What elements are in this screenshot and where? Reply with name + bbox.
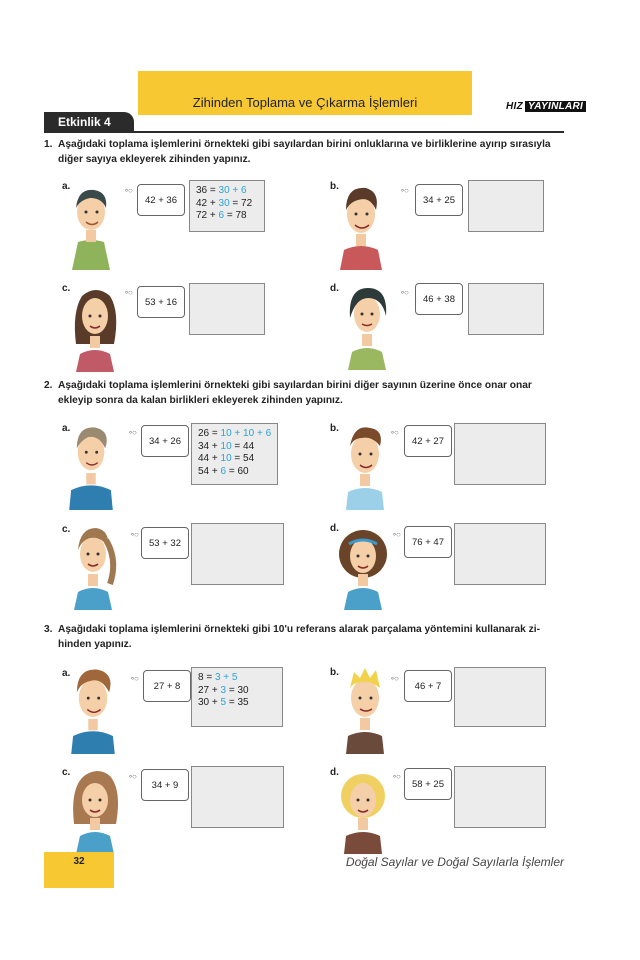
girl-illustration	[68, 520, 118, 610]
question-text: Aşağıdaki toplama işlemlerini örnekteki gibi sayılardan birini onluklarına ve birliklerine ayırıp sırasıyla	[58, 139, 551, 150]
thought-dots: ∘○	[124, 288, 132, 297]
thought-dots: ∘○	[400, 288, 408, 297]
girl-illustration	[338, 764, 388, 854]
step-line: 72 + 6 = 78	[196, 210, 247, 221]
header-bar	[138, 71, 472, 115]
thought-dots: ∘○	[390, 428, 398, 437]
step-line: 30 + 5 = 35	[198, 697, 249, 708]
publisher-logo	[506, 101, 586, 112]
answer-box[interactable]	[191, 667, 283, 727]
question-number: 3.	[44, 624, 53, 635]
question-number: 2.	[44, 380, 53, 391]
girl-illustration	[342, 280, 392, 370]
answer-box[interactable]	[191, 523, 284, 585]
question-3	[44, 623, 566, 652]
thought-bubble: 34 + 26	[141, 425, 189, 457]
page-title: Zihinden Toplama ve Çıkarma İşlemleri	[192, 95, 418, 110]
boy-illustration	[66, 180, 116, 270]
thought-bubble: 76 + 47	[404, 526, 452, 558]
thought-dots: ∘○	[400, 186, 408, 195]
item-label: a.	[62, 181, 71, 192]
thought-dots: ∘○	[390, 674, 398, 683]
item-label: b.	[330, 181, 339, 192]
question-1	[44, 138, 566, 167]
thought-dots: ∘○	[128, 772, 136, 781]
step-line: 26 = 10 + 10 + 6	[198, 428, 272, 439]
item-label: a.	[62, 668, 71, 679]
answer-box[interactable]	[468, 283, 544, 335]
girl-illustration	[70, 764, 120, 854]
girl-illustration	[338, 520, 388, 610]
thought-bubble: 53 + 16	[137, 286, 185, 318]
boy-illustration	[66, 420, 116, 510]
question-2	[44, 379, 566, 408]
footer-subject: Doğal Sayılar ve Doğal Sayılarla İşlemler	[345, 855, 564, 869]
header-rule	[44, 131, 564, 133]
step-line: 34 + 10 = 44	[198, 440, 255, 452]
thought-bubble: 42 + 36	[137, 184, 185, 216]
girl-illustration	[70, 282, 120, 372]
thought-bubble: 42 + 27	[404, 425, 452, 457]
question-text-cont: diğer sayıya ekleyerek zihinden yapınız.	[58, 153, 251, 165]
activity-tag: Etkinlik 4	[44, 112, 134, 132]
thought-dots: ∘○	[392, 772, 400, 781]
item-label: d.	[330, 283, 339, 294]
step-line: 8 = 3 + 5	[198, 672, 238, 683]
step-line: 27 + 3 = 30	[198, 684, 249, 696]
thought-bubble: 34 + 25	[415, 184, 463, 216]
question-text: Aşağıdaki toplama işlemlerini örnekteki gibi sayılardan birini diğer sayının üzerine önce onar onar	[58, 380, 532, 391]
thought-dots: ∘○	[128, 428, 136, 437]
answer-box[interactable]	[454, 423, 546, 485]
boy-illustration	[340, 420, 390, 510]
item-label: d.	[330, 523, 339, 534]
item-label: c.	[62, 524, 71, 535]
answer-box[interactable]	[454, 667, 546, 727]
answer-box[interactable]	[189, 180, 265, 232]
item-label: a.	[62, 423, 71, 434]
thought-bubble: 34 + 9	[141, 769, 189, 801]
answer-box[interactable]	[454, 523, 546, 585]
thought-bubble: 27 + 8	[143, 670, 191, 702]
thought-dots: ∘○	[124, 186, 132, 195]
answer-box[interactable]	[189, 283, 265, 335]
boy-illustration	[68, 664, 118, 754]
answer-box[interactable]	[191, 766, 284, 828]
item-label: b.	[330, 423, 339, 434]
thought-bubble: 58 + 25	[404, 768, 452, 800]
step-line: 42 + 30 = 72	[196, 197, 253, 209]
thought-bubble: 53 + 32	[141, 527, 189, 559]
answer-box[interactable]	[454, 766, 546, 828]
item-label: b.	[330, 667, 339, 678]
thought-bubble: 46 + 7	[404, 670, 452, 702]
answer-box[interactable]	[468, 180, 544, 232]
brand-right: YAYINLARI	[525, 101, 586, 112]
question-number: 1.	[44, 139, 53, 150]
item-label: c.	[62, 767, 71, 778]
thought-dots: ∘○	[130, 674, 138, 683]
step-line: 36 = 30 + 6	[196, 185, 247, 196]
thought-dots: ∘○	[130, 530, 138, 539]
thought-bubble: 46 + 38	[415, 283, 463, 315]
question-text: Aşağıdaki toplama işlemlerini örnekteki gibi 10'u referans alarak parçalama yöntemini kullanarak zi-	[58, 624, 540, 635]
brand-left: HIZ	[506, 101, 524, 112]
step-line: 54 + 6 = 60	[198, 465, 249, 477]
boy-illustration	[336, 180, 386, 270]
page-number: 32	[44, 852, 114, 888]
step-line: 44 + 10 = 54	[198, 453, 255, 464]
item-label: c.	[62, 283, 71, 294]
question-text-cont: ekleyip sonra da kalan birlikleri ekleyerek zihinden yapınız.	[58, 394, 343, 406]
item-label: d.	[330, 767, 339, 778]
boy-illustration	[340, 664, 390, 754]
answer-box[interactable]	[191, 423, 278, 485]
thought-dots: ∘○	[392, 530, 400, 539]
question-text-cont: hinden yapınız.	[58, 638, 132, 650]
